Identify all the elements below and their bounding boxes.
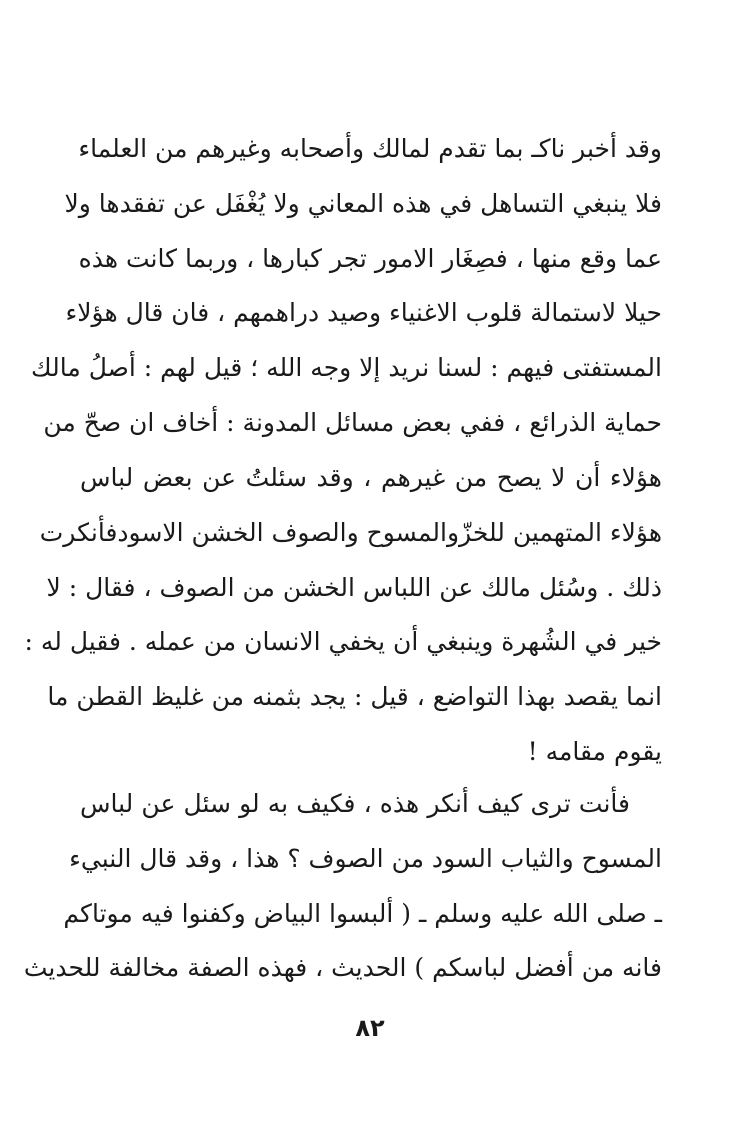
text-line: حماية الذرائع ، ففي بعض مسائل المدونة : أخاف ان صحّ من xyxy=(43,408,662,437)
text-line: المستفتى فيهم : لسنا نريد إلا وجه الله ؛ قيل لهم : أصلُ مالك xyxy=(31,353,662,382)
text-line: هؤلاء المتهمين للخزّوالمسوح والصوف الخشن الاسودفأنكرت xyxy=(39,518,662,547)
text-line: عما وقع منها ، فصِغَار الامور تجر كبارها ، وربما كانت هذه xyxy=(78,244,662,273)
text-line: انما يقصد بهذا التواضع ، قيل : يجد بثمنه من غليظ القطن ما xyxy=(47,682,662,711)
page-number: ٨٢ xyxy=(355,1014,385,1042)
text-line: وقد أخبر ناكـ بما تقدم لمالك وأصحابه وغيرهم من العلماء xyxy=(78,134,662,163)
text-line: فانه من أفضل لباسكم ) الحديث ، فهذه الصفة مخالفة للحديث xyxy=(23,953,662,982)
text-line: فلا ينبغي التساهل في هذه المعاني ولا يُغْفَل عن تفقدها ولا xyxy=(64,189,662,218)
text-line: ذلك . وسُئل مالك عن اللباس الخشن من الصوف ، فقال : لا xyxy=(46,573,662,602)
text-line: فأنت ترى كيف أنكر هذه ، فكيف به لو سئل عن لباس xyxy=(80,789,630,818)
text-line: ـ صلى الله عليه وسلم ـ ( ألبسوا البياض وكفنوا فيه موتاكم xyxy=(63,899,662,928)
text-line: يقوم مقامه ! xyxy=(527,737,662,766)
text-line: المسوح والثياب السود من الصوف ؟ هذا ، وقد قال النبيء xyxy=(69,844,662,873)
text-line: حيلا لاستمالة قلوب الاغنياء وصيد دراهمهم ، فان قال هؤلاء xyxy=(65,298,662,327)
text-line: هؤلاء أن لا يصح من غيرهم ، وقد سئلتُ عن بعض لباس xyxy=(80,463,662,492)
text-line: خير في الشُهرة وينبغي أن يخفي الانسان من عمله . فقيل له : xyxy=(24,627,662,656)
